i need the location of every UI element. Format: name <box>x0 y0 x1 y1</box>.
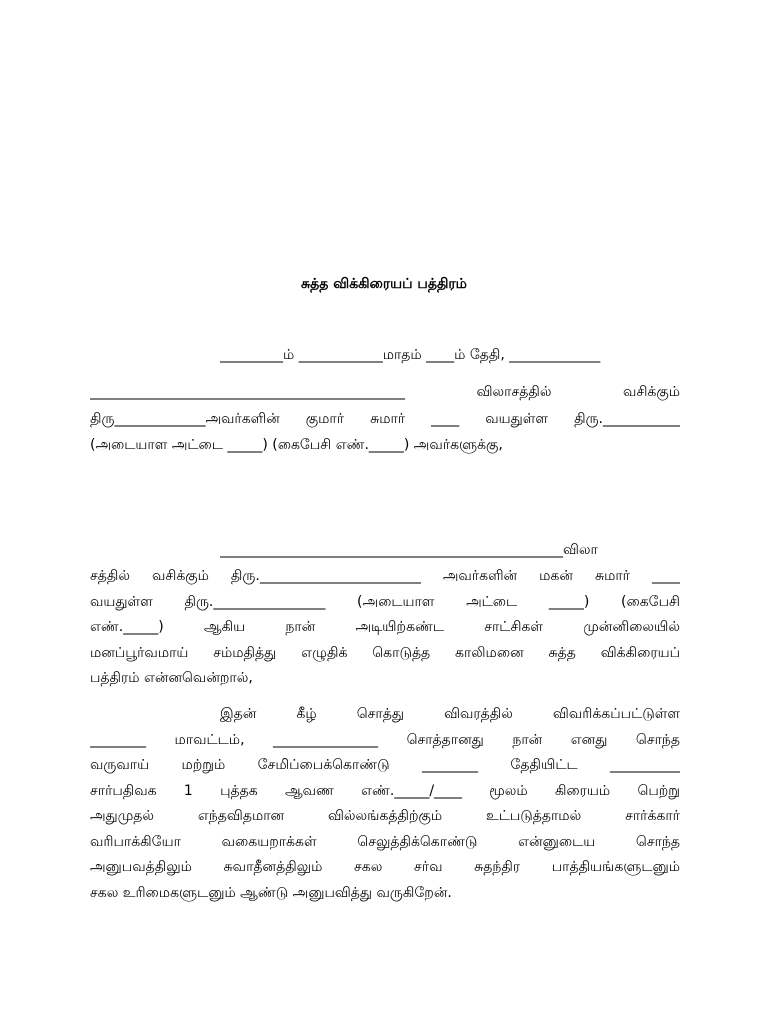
paragraph3-line-6: வரிபாக்கியோ வகையறாக்கள் செலுத்திக்கொண்டு என்னுடைய சொந்த <box>90 834 680 850</box>
paragraph2-line-3: வயதுள்ள திரு.________________ (அடையாள அட்டை _____) (கைபேசி <box>90 594 680 610</box>
paragraph2-line-2: சத்தில் வசிக்கும் திரு._______________________ அவர்களின் மகன் சுமார் ____ <box>90 568 680 584</box>
paragraph1-line-3: திரு_____________அவர்களின் குமார் சுமார் ____ வயதுள்ள திரு.___________ <box>90 411 680 427</box>
paragraph1-line-1: _________ம் ____________மாதம் ____ம் தேதி, _____________ <box>220 347 601 363</box>
paragraph3-line-7: அனுபவத்திலும் சுவாதீனத்திலும் சகல சர்வ சுதந்திர பாத்தியங்களுடனும் <box>90 859 680 875</box>
paragraph3-line-1: இதன் கீழ் சொத்து விவரத்தில் விவரிக்கப்பட்டுள்ள <box>220 706 680 722</box>
paragraph3-line-2: ________ மாவட்டம், _______________ சொத்தானது நான் எனது சொந்த <box>90 732 680 748</box>
paragraph1-line-2: _____________________________________________ விலாசத்தில் வசிக்கும் <box>90 384 680 400</box>
paragraph3-line-4: சார்பதிவக 1 புத்தக ஆவண எண்._____/____ மூலம் கிரையம் பெற்று <box>90 783 680 799</box>
paragraph2-line-1: _________________________________________________விலா <box>220 542 598 558</box>
paragraph2-line-5: மனப்பூர்வமாய் சம்மதித்து எழுதிக் கொடுத்த காலிமனை சுத்த விக்கிரையப் <box>90 645 680 661</box>
paragraph2-line-4: எண்._____) ஆகிய நான் அடியிற்கண்ட சாட்சிகள் முன்னிலையில் <box>90 619 680 635</box>
paragraph3-line-5: அதுமுதல் எந்தவிதமான வில்லங்கத்திற்கும் உட்படுத்தாமல் சார்க்கார் <box>90 808 680 824</box>
document-title: சுத்த விக்கிரையப் பத்திரம் <box>301 276 467 292</box>
paragraph3-line-8: சகல உரிமைகளுடனும் ஆண்டு அனுபவித்து வருகிறேன். <box>90 885 452 901</box>
paragraph1-line-4: (அடையாள அட்டை _____) (கைபேசி எண்._____) அவர்களுக்கு, <box>90 437 503 453</box>
paragraph2-line-6: பத்திரம் என்னவென்றால், <box>90 670 253 686</box>
paragraph3-line-3: வருவாய் மற்றும் சேமிப்பைக்கொண்டு ________ தேதியிட்ட __________ <box>90 757 680 773</box>
